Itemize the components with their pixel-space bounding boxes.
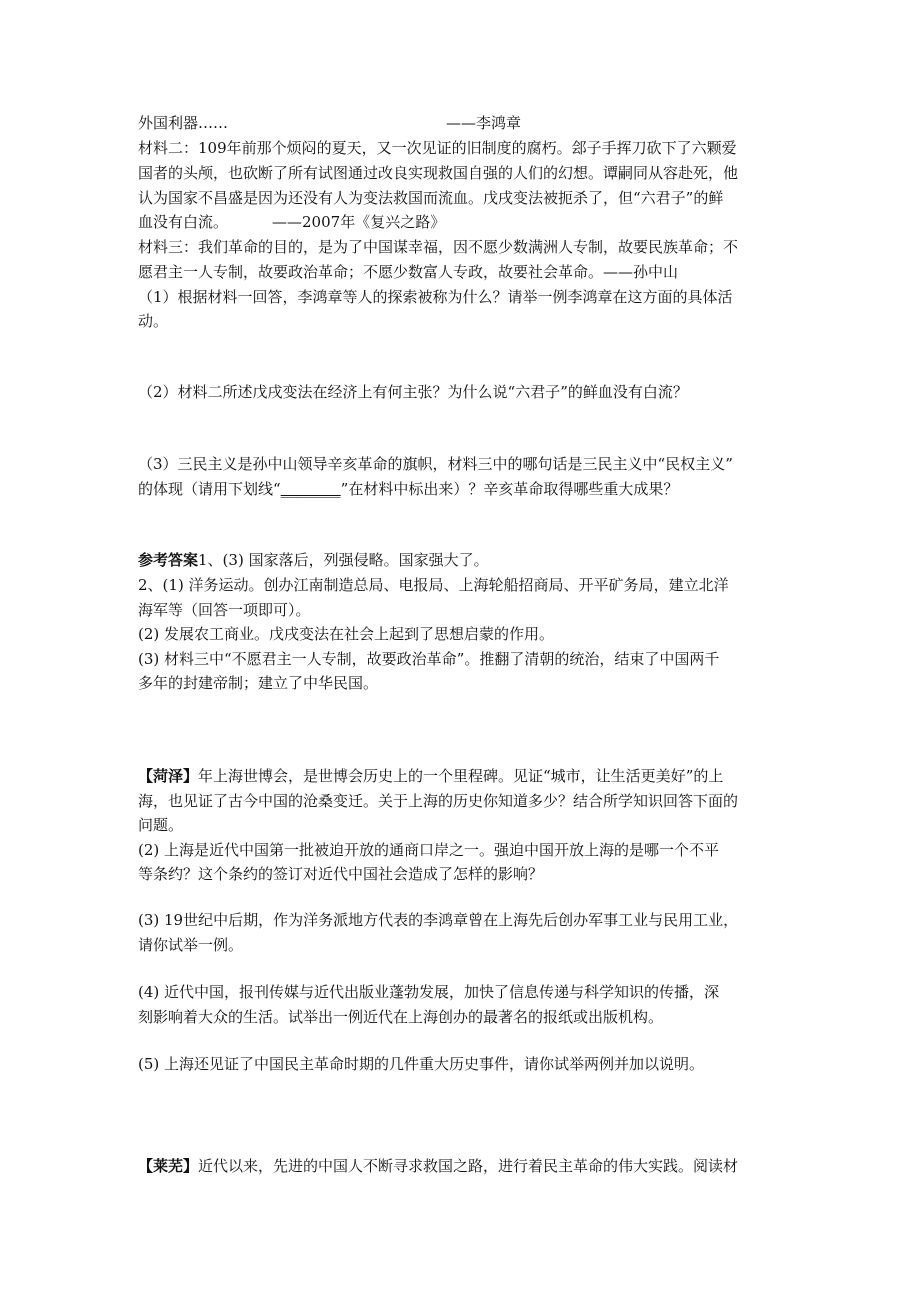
heze-question-3-cont: 请你试举一例。 bbox=[138, 936, 244, 954]
answer-line: 多年的封建帝制；建立了中华民国。 bbox=[138, 674, 379, 692]
heze-question-3: (3) 19世纪中后期，作为洋务派地方代表的李鸿章曾在上海先后创办军事工业与民用工业， bbox=[138, 911, 739, 929]
material-two-line: 国者的头颅，也砍断了所有试图通过改良实现救国自强的人们的幻想。谭嗣同从容赴死，他 bbox=[138, 164, 739, 182]
heze-text: 年上海世博会，是世博会历史上的一个里程碑。见证“城市，让生活更美好”的上 bbox=[198, 767, 724, 785]
material-two-line: 材料二：109年前那个烦闷的夏天，又一次见证的旧制度的腐朽。郐子手挥刀砍下了六颗爱 bbox=[138, 139, 737, 157]
material-three-line: 愿君主一人专制，故要政治革命；不愿少数富人专政，故要社会革命。——孙中山 bbox=[138, 263, 679, 281]
material-two-last-line bbox=[138, 212, 445, 232]
answer-text: 1、(3) 国家落后，列强侵略。国家强大了。 bbox=[198, 551, 489, 569]
material-two-source: ——2007年《复兴之路》 bbox=[272, 213, 446, 231]
heze-question-4-cont: 刻影响着大众的生活。试举出一例近代在上海创办的最著名的报纸或出版机构。 bbox=[138, 1008, 664, 1026]
material-one-tail bbox=[138, 113, 521, 133]
question-3-cont bbox=[138, 479, 678, 499]
answer-line: 海军等（回答一项即可）。 bbox=[138, 601, 311, 619]
heze-question-4: (4) 近代中国，报刊传媒与近代出版业蓬勃发展，加快了信息传递与科学知识的传播，深 bbox=[138, 983, 720, 1001]
material-one-text: 外国利器…… bbox=[138, 114, 229, 132]
heze-line: 问题。 bbox=[138, 816, 184, 834]
heze-line: 海，也见证了古今中国的沧桑变迁。关于上海的历史你知道多少？结合所学知识回答下面的 bbox=[138, 792, 739, 810]
answer-line: 2、(1) 洋务运动。创办江南制造总局、电报局、上海轮船招商局、开平矿务局，建立北洋 bbox=[138, 576, 729, 594]
material-three-line: 材料三：我们革命的目的，是为了中国谋幸福，因不愿少数满洲人专制，故要民族革命；不 bbox=[138, 238, 739, 256]
answer-line: (2) 发展农工商业。戊戌变法在社会上起到了思想启蒙的作用。 bbox=[138, 625, 555, 643]
question-1: （1）根据材料一回答，李鸿章等人的探索被称为什么？请举一例李鸿章在这方面的具体活 bbox=[138, 288, 733, 306]
heze-label: 【菏泽】 bbox=[138, 767, 199, 785]
question-1-cont: 动。 bbox=[138, 312, 169, 330]
heze-question-5: (5) 上海还见证了中国民主革命时期的几件重大历史事件，请你试举两例并加以说明。 bbox=[138, 1055, 705, 1073]
question-3-text-end: ”在材料中标出来）？辛亥革命取得哪些重大成果？ bbox=[340, 480, 679, 498]
answer-line bbox=[138, 550, 489, 570]
heze-intro bbox=[138, 766, 723, 786]
question-2: （2）材料二所述戊戌变法在经济上有何主张？为什么说“六君子”的鲜血没有白流？ bbox=[138, 383, 688, 401]
laiwu-text: 近代以来，先进的中国人不断寻求救国之路，进行着民主革命的伟大实践。阅读材 bbox=[198, 1157, 739, 1175]
material-one-source: ——李鸿章 bbox=[446, 114, 522, 132]
answer-line: (3) 材料三中“不愿君主一人专制，故要政治革命”。推翻了清朝的统治，结束了中国两千 bbox=[138, 650, 720, 668]
laiwu-intro bbox=[138, 1156, 738, 1176]
underline-blank: ________ bbox=[280, 480, 341, 498]
laiwu-label: 【莱芜】 bbox=[138, 1157, 199, 1175]
material-two-text: 血没有白流。 bbox=[138, 213, 229, 231]
question-3-text: 的体现（请用下划线“ bbox=[138, 480, 281, 498]
heze-question-2-cont: 等条约？这个条约的签订对近代中国社会造成了怎样的影响？ bbox=[138, 865, 544, 883]
answer-label: 参考答案 bbox=[138, 551, 199, 569]
material-two-line: 认为国家不昌盛是因为还没有人为变法救国而流血。戊戌变法被扼杀了，但“六君子”的鲜 bbox=[138, 189, 724, 207]
question-3: （3）三民主义是孙中山领导辛亥革命的旗帜，材料三中的哪句话是三民主义中“民权主义” bbox=[138, 455, 733, 473]
heze-question-2: (2) 上海是近代中国第一批被迫开放的通商口岸之一。强迫中国开放上海的是哪一个不平 bbox=[138, 841, 720, 859]
